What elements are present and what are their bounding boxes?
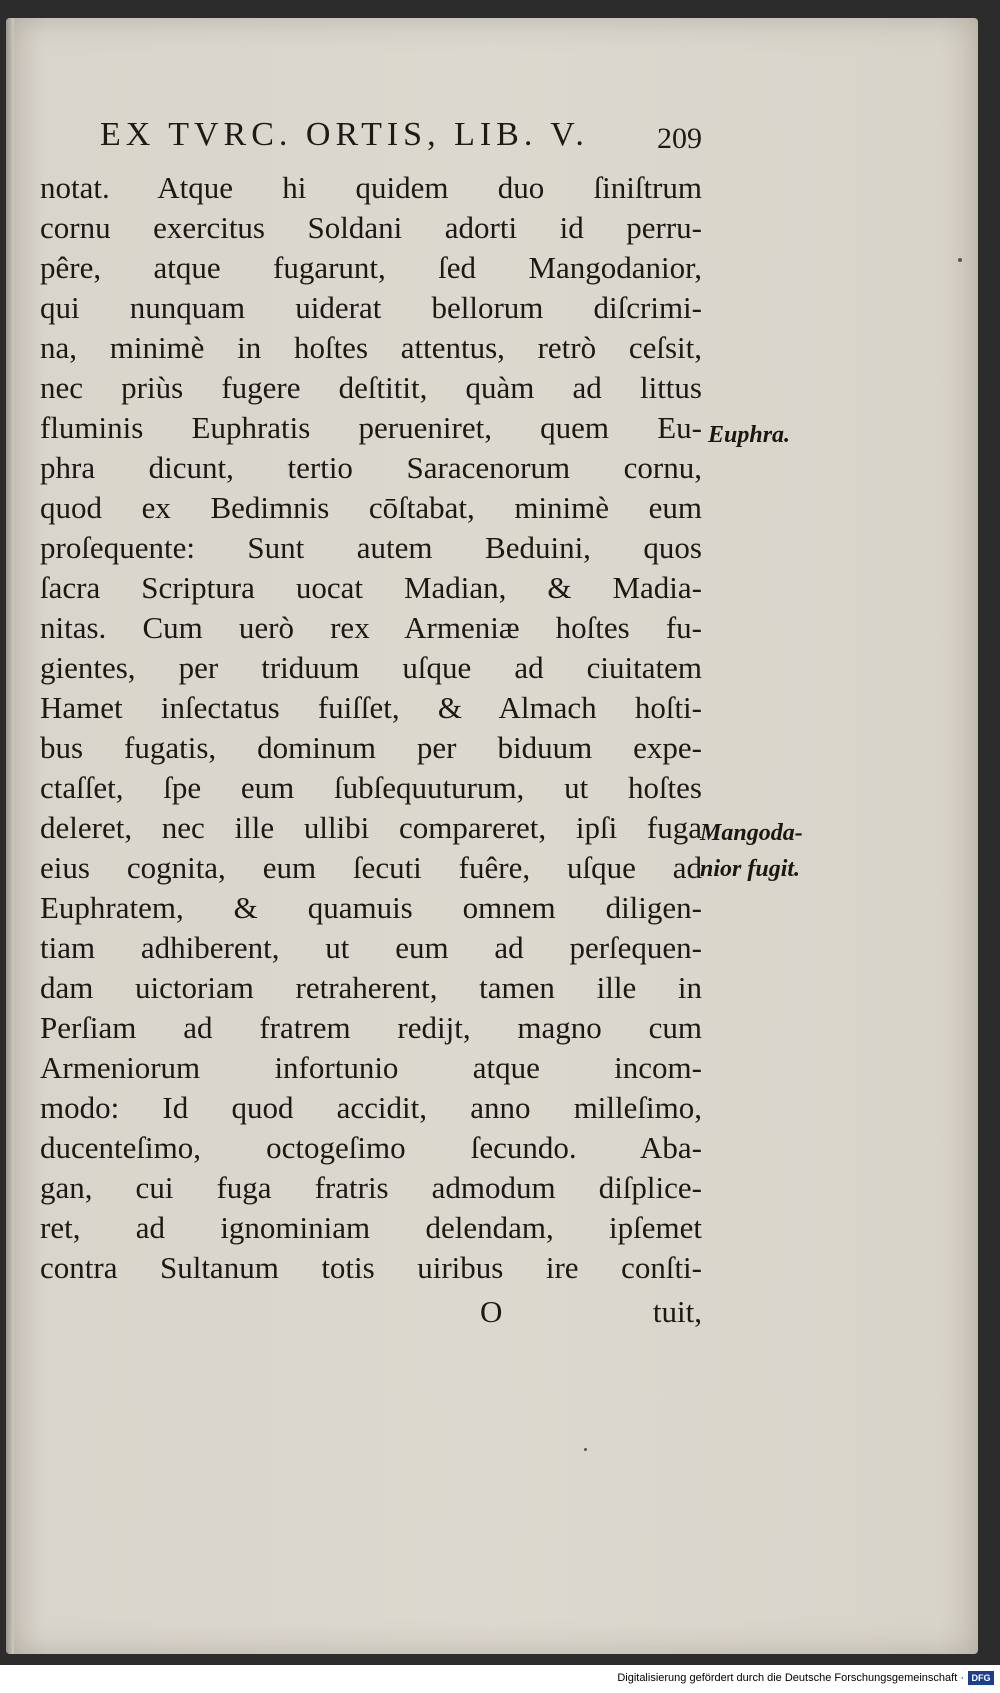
- digitization-footer: [0, 1665, 1000, 1693]
- text-line: eius cognita, eum ſecuti fuêre, uſque ad: [40, 850, 702, 885]
- text-line: Hamet inſectatus fuiſſet, & Almach hoſti-: [40, 690, 702, 725]
- footer-credit: Digitalisierung gefördert durch die Deutsche Forschungsgemeinschaft ·: [617, 1672, 964, 1684]
- signature-mark: O: [480, 1294, 503, 1329]
- text-line: cornu exercitus Soldani adorti id perru-: [40, 210, 702, 245]
- body-text: [40, 168, 702, 1288]
- text-line: notat. Atque hi quidem duo ſiniſtrum: [40, 170, 702, 205]
- text-line: qui nunquam uiderat bellorum diſcrimi-: [40, 290, 702, 325]
- catchword-row: [40, 1294, 702, 1334]
- marginal-note-mangodanior-line-2: nior fugit.: [700, 856, 801, 882]
- text-line: phra dicunt, tertio Saracenorum cornu,: [40, 450, 702, 485]
- text-line: ſacra Scriptura uocat Madian, & Madia-: [40, 570, 702, 605]
- page-edge: [6, 18, 14, 1654]
- marginal-note-mangodanior-line-1: Mangoda-: [700, 820, 803, 846]
- text-line: bus fugatis, dominum per biduum expe-: [40, 730, 702, 765]
- text-line: modo: Id quod accidit, anno milleſimo,: [40, 1090, 702, 1125]
- text-line: Euphratem, & quamuis omnem diligen-: [40, 890, 702, 925]
- text-line: dam uictoriam retraherent, tamen ille in: [40, 970, 702, 1005]
- text-line: na, minimè in hoſtes attentus, retrò ceſsit,: [40, 330, 702, 365]
- paper-speck: [584, 1448, 587, 1451]
- text-line: gientes, per triduum uſque ad ciuitatem: [40, 650, 702, 685]
- text-line: ret, ad ignominiam delendam, ipſemet: [40, 1210, 702, 1245]
- text-line: gan, cui fuga fratris admodum diſplice-: [40, 1170, 702, 1205]
- text-line: proſequente: Sunt autem Beduini, quos: [40, 530, 702, 565]
- text-line: ctaſſet, ſpe eum ſubſequuturum, ut hoſtes: [40, 770, 702, 805]
- running-head: [100, 116, 702, 160]
- book-page: [6, 18, 978, 1654]
- page-number: 209: [657, 122, 702, 155]
- dfg-logo: DFG: [968, 1671, 994, 1685]
- text-line: ducenteſimo, octogeſimo ſecundo. Aba-: [40, 1130, 702, 1165]
- text-line: contra Sultanum totis uiribus ire conſti-: [40, 1250, 702, 1285]
- text-line: nitas. Cum uerò rex Armeniæ hoſtes fu-: [40, 610, 702, 645]
- text-line: nec priùs fugere deſtitit, quàm ad littus: [40, 370, 702, 405]
- text-line: Perſiam ad fratrem rediјt, magno cum: [40, 1010, 702, 1045]
- marginal-note-euphra: Euphra.: [708, 422, 791, 448]
- running-head-title: EX TVRC. ORTIS, LIB. V.: [100, 116, 589, 153]
- text-line: Armeniorum infortunio atque incom-: [40, 1050, 702, 1085]
- paper-speck: [958, 258, 962, 262]
- text-line: fluminis Euphratis perueniret, quem Eu-: [40, 410, 702, 445]
- text-line: quod ex Bedimnis cōſtabat, minimè eum: [40, 490, 702, 525]
- catchword: tuit,: [652, 1294, 702, 1329]
- text-line: deleret, nec ille ullibi compareret, ipſi fuga: [40, 810, 702, 845]
- text-line: pêre, atque fugarunt, ſed Mangodanior,: [40, 250, 702, 285]
- text-line: tiam adhiberent, ut eum ad perſequen-: [40, 930, 702, 965]
